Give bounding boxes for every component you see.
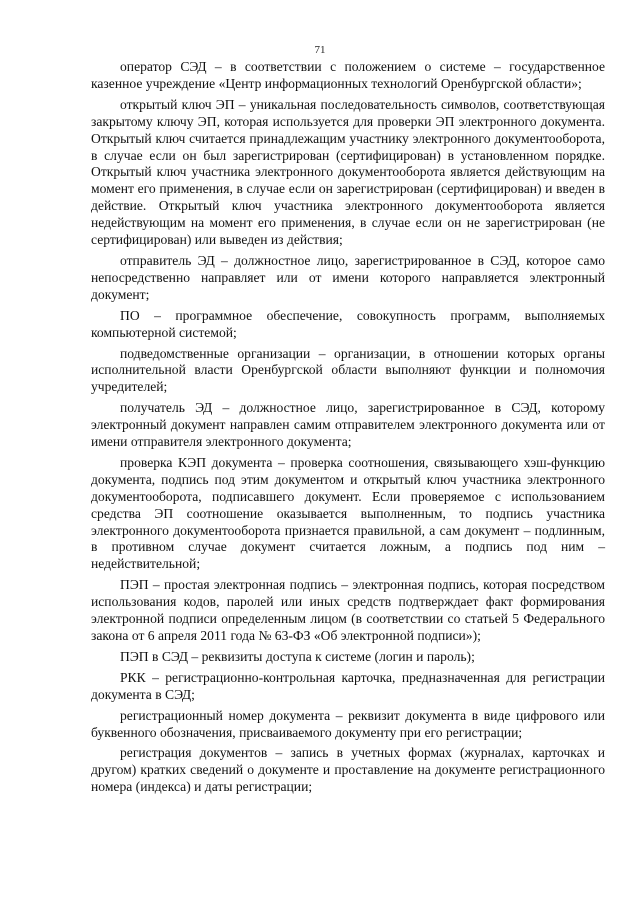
definition-paragraph: проверка КЭП документа – проверка соотношения, связывающего хэш-функцию документа, подпись под этим документом и открытый ключ участника электронного документооборота, подписавшего документ. Если проверяемое с использованием средства ЭП соотношение оказывается выполненным, то подпись участника электронного документооборота признается правильной, а сам документ – подлинным, в противном случае документ считается ложным, а подпись под ним – недействительной; <box>91 454 605 572</box>
definition-paragraph: отправитель ЭД – должностное лицо, зарегистрированное в СЭД, которое само непосредственно направляет или от имени которого направляется электронный документ; <box>91 252 605 302</box>
page-number: 71 <box>314 44 326 56</box>
definition-paragraph: РКК – регистрационно-контрольная карточка, предназначенная для регистрации документа в СЭД; <box>91 669 605 702</box>
definition-paragraph: открытый ключ ЭП – уникальная последовательность символов, соответствующая закрытому ключу ЭП, которая используется для проверки ЭП электронного документа. Открытый ключ считается принадлежащим участнику электронного документооборота, в случае если он был зарегистрирован (сертифицирован) в установленном порядке. Открытый ключ участника электронного документооборота является действующим на момент его применения, в случае если он зарегистрирован (сертифицирован) и введен в действие. Открытый ключ участника электронного документооборота является недействующим на момент его применения, в случае если он не зарегистрирован (не сертифицирован) или выведен из действия; <box>91 96 605 248</box>
definition-paragraph: регистрационный номер документа – реквизит документа в виде цифрового или буквенного обозначения, присваиваемого документу при его регистрации; <box>91 707 605 740</box>
definition-paragraph: ПЭП – простая электронная подпись – электронная подпись, которая посредством использования кодов, паролей или иных средств подтверждает факт формирования электронной подписи определенным лицом (в соответствии со статьей 5 Федерального закона от 6 апреля 2011 года № 63-ФЗ «Об электронной подписи»); <box>91 577 605 643</box>
definition-paragraph: получатель ЭД – должностное лицо, зарегистрированное в СЭД, которому электронный документ направлен самим отправителем электронного документа или от имени отправителя электронного документа; <box>91 400 605 450</box>
definition-paragraph: оператор СЭД – в соответствии с положением о системе – государственное казенное учреждение «Центр информационных технологий Оренбургской области»; <box>91 59 605 91</box>
definition-paragraph: регистрация документов – запись в учетных формах (журналах, карточках и другом) кратких сведений о документе и проставление на документе регистрационного номера (индекса) и даты регистрации; <box>91 745 605 795</box>
definition-paragraph: ПЭП в СЭД – реквизиты доступа к системе (логин и пароль); <box>120 648 475 664</box>
definition-paragraph: ПО – программное обеспечение, совокупность программ, выполняемых компьютерной системой; <box>91 307 605 340</box>
document-body <box>91 59 605 800</box>
definition-paragraph: подведомственные организации – организации, в отношении которых органы исполнительной власти Оренбургской области выполняют функции и полномочия учредителей; <box>91 345 605 395</box>
